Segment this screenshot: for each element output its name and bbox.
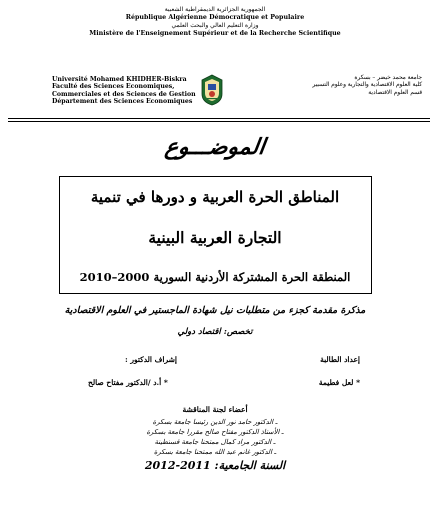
academic-year: السنة الجامعية: 2011-2012 bbox=[144, 459, 286, 472]
department-arabic: قسم العلوم الاقتصادية bbox=[368, 89, 422, 96]
student-label: إعداد الطالبة bbox=[320, 355, 360, 364]
thesis-subtitle: المنطقة الحرة المشتركة الأردنية السورية 2000–2010 bbox=[79, 270, 351, 284]
committee-title: أعضاء لجنة المناقشة bbox=[182, 405, 248, 414]
university-name-french: Université Mohamed KHIDHER-Biskra bbox=[52, 76, 187, 83]
header-divider-bottom bbox=[8, 121, 430, 122]
memo-statement: مذكرة مقدمة كجزء من متطلبات نيل شهادة الماجستير في العلوم الاقتصادية bbox=[64, 305, 366, 316]
university-name-arabic: جامعة محمد خيضر – بسكرة bbox=[354, 75, 422, 81]
department-french: Département des Sciences Economiques bbox=[52, 98, 193, 106]
supervisor-name: * أ.د /الدكتور مفتاح صالح bbox=[88, 378, 168, 387]
institution-arabic-block bbox=[312, 75, 422, 97]
committee-member: ـ الدكتور مراد كمال ممتحنا جامعة قسنطينة bbox=[154, 438, 276, 446]
supervisor-label: إشراف الدكتور : bbox=[125, 355, 177, 364]
university-logo-icon bbox=[201, 74, 223, 106]
faculty-line1-french: Faculté des Sciences Economiques, bbox=[52, 83, 175, 91]
committee-member: ـ الدكتور حامد نور الدين رئيسا جامعة بسكرة bbox=[152, 418, 278, 426]
institution-french-block bbox=[52, 76, 196, 106]
ministry-french: Ministère de l'Enseignement Supérieur et de la Recherche Scientifique bbox=[89, 30, 341, 37]
committee-member: ـ الدكتور غانم عبد الله ممتحنا جامعة بسكرة bbox=[153, 448, 277, 456]
republic-french: République Algérienne Démocratique et Populaire bbox=[125, 14, 305, 21]
ministry-arabic: وزارة التعليم العالي والبحث العلمي bbox=[171, 22, 259, 29]
thesis-title-line2: التجارة العربية البينية bbox=[148, 228, 282, 247]
faculty-line2-french: Commerciales et des Sciences de Gestion bbox=[52, 90, 196, 98]
committee-member: ـ الأستاذ الدكتور مفتاح صالح مقررا جامعة بسكرة bbox=[146, 428, 284, 436]
header-divider-top bbox=[8, 118, 430, 119]
republic-arabic: الجمهورية الجزائرية الديمقراطية الشعبية bbox=[164, 6, 266, 13]
specialization: تخصص: اقتصاد دولي bbox=[177, 327, 253, 337]
faculty-arabic: كلية العلوم الاقتصادية والتجارية وعلوم التسيير bbox=[312, 82, 422, 89]
subject-heading: الموضـــوع bbox=[163, 134, 267, 160]
thesis-title-line1: المناطق الحرة العربية و دورها في تنمية bbox=[90, 188, 340, 206]
student-name: * لعل فطيمة bbox=[318, 378, 360, 387]
